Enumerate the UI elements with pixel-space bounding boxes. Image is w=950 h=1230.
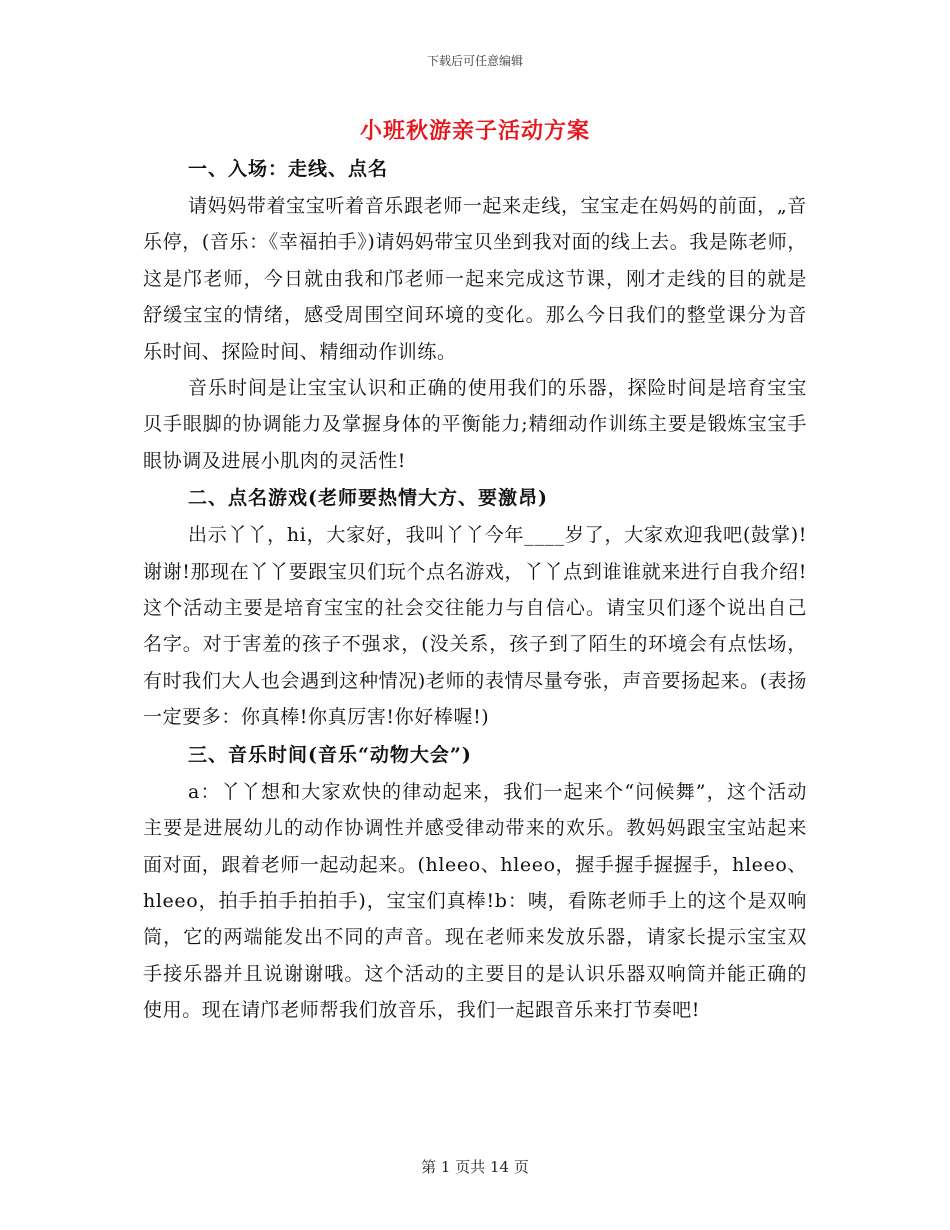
section-heading: 三、音乐时间(音乐“动物大会”): [188, 743, 472, 766]
paragraph: 音乐时间是让宝宝认识和正确的使用我们的乐器，探险时间是培育宝宝贝手眼脚的协调能力及掌握身体的平衡能力;精细动作训练主要是锻炼宝宝手眼协调及进展小肌肉的灵活性!: [143, 377, 807, 472]
page-footer: 第 1 页共 14 页: [421, 1158, 529, 1176]
paragraph: a：丫丫想和大家欢快的律动起来，我们一起来个“问候舞”，这个活动主要是进展幼儿的动作协调性并感受律动带来的欢乐。教妈妈跟宝宝站起来面对面，跟着老师一起动起来。(hleeo、hleeo，握手握手握握手，hleeo、hleeo，拍手拍手拍拍手)，宝宝们真棒!b：咦，看陈老师手上的这个是双响筒，它的两端能发出不同的声音。现在老师来发放乐器，请家长提示宝宝双手接乐器并且说谢谢哦。这个活动的主要目的是认识乐器双响筒并能正确的使用。现在请邝老师帮我们放音乐，我们一起跟音乐来打节奏吧!: [143, 780, 807, 1022]
section-entrance: [143, 152, 807, 479]
section-heading: 一、入场：走线、点名: [188, 158, 389, 180]
section-music-time: [143, 738, 807, 1029]
document-title: 小班秋游亲子活动方案: [359, 118, 590, 144]
paragraph: 请妈妈带着宝宝听着音乐跟老师一起来走线，宝宝走在妈妈的前面，„音乐停，(音乐：《幸福拍手》)请妈妈带宝贝坐到我对面的线上去。我是陈老师，这是邝老师，今日就由我和邝老师一起来完成这节课，刚才走线的目的就是舒缓宝宝的情绪，感受周围空间环境的变化。那么今日我们的整堂课分为音乐时间、探险时间、精细动作训练。: [143, 195, 807, 363]
section-heading: 二、点名游戏(老师要热情大方、要激昂): [188, 487, 548, 510]
section-roll-call-game: [143, 481, 807, 735]
page-header: 下载后可任意编辑: [426, 54, 523, 68]
paragraph: 出示丫丫，hi，大家好，我叫丫丫今年____岁了，大家欢迎我吧(鼓掌)!谢谢!那现在丫丫要跟宝贝们玩个点名游戏，丫丫点到谁谁就来进行自我介绍!这个活动主要是培育宝宝的社会交往能力与自信心。请宝贝们逐个说出自己名字。对于害羞的孩子不强求，(没关系，孩子到了陌生的环境会有点怯场，有时我们大人也会遇到这种情况)老师的表情尽量夸张，声音要扬起来。(表扬一定要多：你真棒!你真厉害!你好棒喔!): [143, 524, 807, 729]
document-body: [143, 152, 807, 1029]
